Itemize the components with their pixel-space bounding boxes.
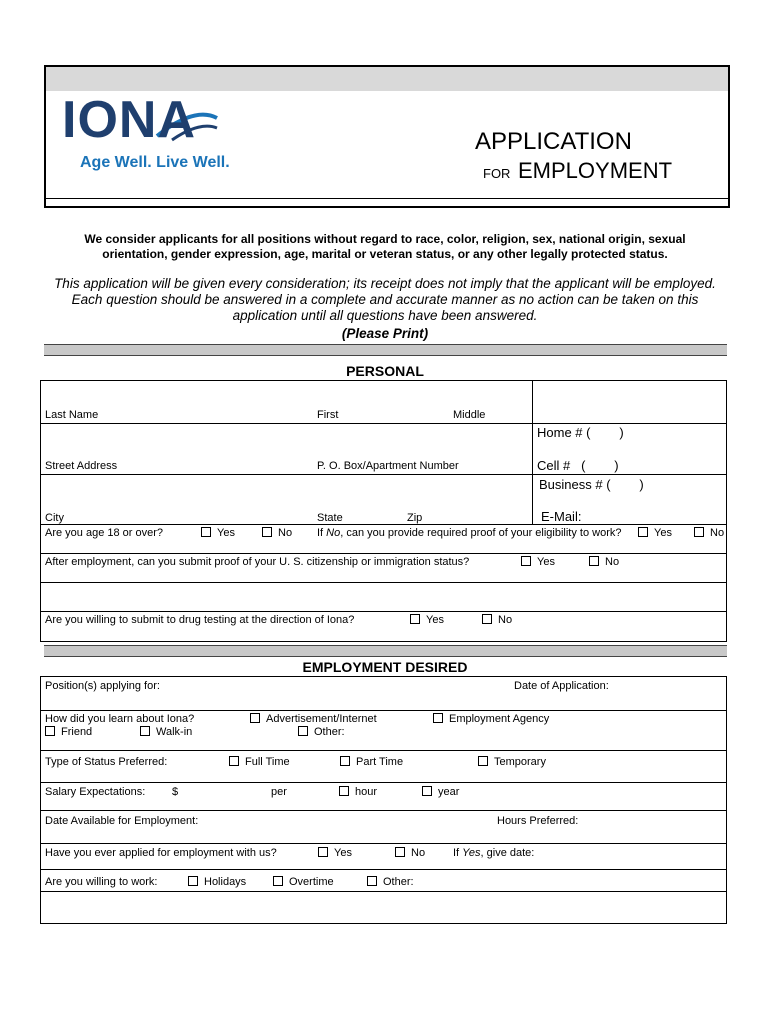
applied-no-label: No <box>411 847 426 859</box>
first-name-field[interactable]: First <box>317 409 339 421</box>
note-line-1: This application will be given every consideration; its receipt does not imply that the applicant will be employed. <box>54 276 716 291</box>
walk-in-checkbox[interactable] <box>140 726 192 739</box>
age-yes-label: Yes <box>217 527 235 539</box>
how-learn-question: How did you learn about Iona? <box>45 713 195 725</box>
personal-line-6 <box>40 611 727 612</box>
willing-to-work-question: Are you willing to work: <box>45 876 158 888</box>
business-phone-field[interactable]: Business # ( ) <box>539 477 644 492</box>
checkbox-icon <box>478 756 488 766</box>
employment-line-1 <box>40 710 727 711</box>
hour-label: hour <box>355 786 378 798</box>
positions-field[interactable]: Position(s) applying for: <box>45 680 160 692</box>
advertisement-label: Advertisement/Internet <box>266 713 377 725</box>
eligibility-no-label: No <box>710 527 725 539</box>
personal-line-3 <box>40 524 727 525</box>
email-field[interactable]: E-Mail: <box>541 509 582 524</box>
checkbox-icon <box>694 527 704 537</box>
citizenship-no-checkbox[interactable] <box>589 556 619 569</box>
checkbox-icon <box>395 847 405 857</box>
employment-section-bar <box>44 645 727 657</box>
po-box-field[interactable]: P. O. Box/Apartment Number <box>317 460 459 472</box>
title-for: FOR <box>483 166 511 181</box>
holidays-label: Holidays <box>204 876 247 888</box>
checkbox-icon <box>318 847 328 857</box>
other-work-label: Other: <box>383 876 414 888</box>
checkbox-icon <box>188 876 198 886</box>
personal-title: PERSONAL <box>346 363 424 379</box>
age-no-checkbox[interactable] <box>262 527 292 540</box>
age-question: Are you age 18 or over? <box>45 527 164 539</box>
holidays-checkbox[interactable] <box>188 876 246 889</box>
checkbox-icon <box>273 876 283 886</box>
note-line-3: application until all questions have been answered. <box>232 308 538 323</box>
logo-tagline: Age Well. Live Well. <box>80 154 230 171</box>
zip-field[interactable]: Zip <box>407 512 423 524</box>
eligibility-no-checkbox[interactable] <box>694 527 724 540</box>
age-no-label: No <box>278 527 293 539</box>
applied-before-question: Have you ever applied for employment with us? <box>45 847 277 859</box>
home-phone-field[interactable]: Home # ( ) <box>537 425 624 440</box>
note-line-2: Each question should be answered in a complete and accurate manner as no action can be taken on this <box>71 292 699 307</box>
friend-label: Friend <box>61 726 93 738</box>
checkbox-icon <box>298 726 308 736</box>
citizenship-question: After employment, can you submit proof of your U. S. citizenship or immigration status? <box>45 556 470 568</box>
walk-in-label: Walk-in <box>156 726 193 738</box>
full-time-label: Full Time <box>245 756 290 768</box>
citizenship-yes-label: Yes <box>537 556 555 568</box>
personal-section-bar <box>44 344 727 356</box>
checkbox-icon <box>422 786 432 796</box>
logo-name: IONA <box>62 91 196 149</box>
applied-no-checkbox[interactable] <box>395 847 425 860</box>
drug-yes-label: Yes <box>426 614 444 626</box>
checkbox-icon <box>589 556 599 566</box>
hour-checkbox[interactable] <box>339 786 377 799</box>
header-top-shade <box>46 67 728 91</box>
eeo-statement <box>0 232 770 262</box>
please-print: (Please Print) <box>341 326 429 341</box>
personal-line-phone <box>532 474 727 475</box>
applied-date-field[interactable]: If Yes, give date: <box>453 847 535 859</box>
salary-per-label: per <box>271 786 287 798</box>
personal-line-2 <box>40 474 532 475</box>
last-name-field[interactable]: Last Name <box>45 409 99 421</box>
overtime-checkbox[interactable] <box>273 876 334 889</box>
salary-dollar-field[interactable]: $ <box>172 786 179 798</box>
checkbox-icon <box>638 527 648 537</box>
hours-preferred-field[interactable]: Hours Preferred: <box>497 815 579 827</box>
eeo-line-2: orientation, gender expression, age, marital or veteran status, or any other legally protected status. <box>102 247 668 261</box>
personal-phone-divider <box>532 380 533 524</box>
personal-line-4 <box>40 553 727 554</box>
checkbox-icon <box>201 527 211 537</box>
age-yes-checkbox[interactable] <box>201 527 235 540</box>
part-time-label: Part Time <box>356 756 404 768</box>
date-of-application-field[interactable]: Date of Application: <box>514 680 609 692</box>
checkbox-icon <box>262 527 272 537</box>
eligibility-yes-label: Yes <box>654 527 672 539</box>
iona-logo <box>62 91 242 186</box>
drug-question: Are you willing to submit to drug testing at the direction of Iona? <box>45 614 355 626</box>
employment-title: EMPLOYMENT DESIRED <box>302 659 468 675</box>
checkbox-icon <box>433 713 443 723</box>
part-time-checkbox[interactable] <box>340 756 403 769</box>
checkbox-icon <box>367 876 377 886</box>
title-application: APPLICATION <box>475 128 632 155</box>
temporary-checkbox[interactable] <box>478 756 546 769</box>
friend-checkbox[interactable] <box>45 726 92 739</box>
eligibility-yes-checkbox[interactable] <box>638 527 672 540</box>
employment-line-3 <box>40 782 727 783</box>
eligibility-question: If No, can you provide required proof of your eligibility to work? <box>317 527 622 539</box>
advertisement-checkbox[interactable] <box>250 713 377 726</box>
city-field[interactable]: City <box>45 512 64 524</box>
temporary-label: Temporary <box>494 756 546 768</box>
employment-line-4 <box>40 810 727 811</box>
consideration-note <box>0 276 770 324</box>
other-source-checkbox[interactable] <box>298 726 345 739</box>
employment-line-7 <box>40 891 727 892</box>
other-source-label: Other: <box>314 726 345 738</box>
drug-yes-checkbox[interactable] <box>410 614 444 627</box>
middle-name-field[interactable]: Middle <box>453 409 486 421</box>
checkbox-icon <box>410 614 420 624</box>
year-label: year <box>438 786 460 798</box>
salary-question: Salary Expectations: <box>45 786 146 798</box>
employment-line-2 <box>40 750 727 751</box>
checkbox-icon <box>250 713 260 723</box>
citizenship-no-label: No <box>605 556 620 568</box>
other-work-checkbox[interactable] <box>367 876 414 889</box>
street-address-field[interactable]: Street Address <box>45 460 118 472</box>
employment-line-6 <box>40 869 727 870</box>
date-available-field[interactable]: Date Available for Employment: <box>45 815 199 827</box>
applied-yes-label: Yes <box>334 847 352 859</box>
drug-no-checkbox[interactable] <box>482 614 512 627</box>
personal-line-1 <box>40 423 727 424</box>
checkbox-icon <box>229 756 239 766</box>
checkbox-icon <box>339 786 349 796</box>
checkbox-icon <box>140 726 150 736</box>
state-field[interactable]: State <box>317 512 343 524</box>
status-preferred-question: Type of Status Preferred: <box>45 756 168 768</box>
checkbox-icon <box>521 556 531 566</box>
employment-line-5 <box>40 843 727 844</box>
overtime-label: Overtime <box>289 876 334 888</box>
full-time-checkbox[interactable] <box>229 756 290 769</box>
citizenship-yes-checkbox[interactable] <box>521 556 555 569</box>
personal-grid <box>40 380 727 642</box>
employment-agency-checkbox[interactable] <box>433 713 549 726</box>
checkbox-icon <box>340 756 350 766</box>
drug-no-label: No <box>498 614 513 626</box>
checkbox-icon <box>45 726 55 736</box>
title-employment: EMPLOYMENT <box>518 158 673 183</box>
applied-yes-checkbox[interactable] <box>318 847 352 860</box>
eeo-line-1: We consider applicants for all positions without regard to race, color, religion, sex, national origin, sexual <box>84 232 686 246</box>
year-checkbox[interactable] <box>422 786 459 799</box>
checkbox-icon <box>482 614 492 624</box>
cell-phone-field[interactable]: Cell # ( ) <box>537 458 619 473</box>
personal-line-5 <box>40 582 727 583</box>
header-inner-line <box>46 198 728 199</box>
employment-agency-label: Employment Agency <box>449 713 550 725</box>
